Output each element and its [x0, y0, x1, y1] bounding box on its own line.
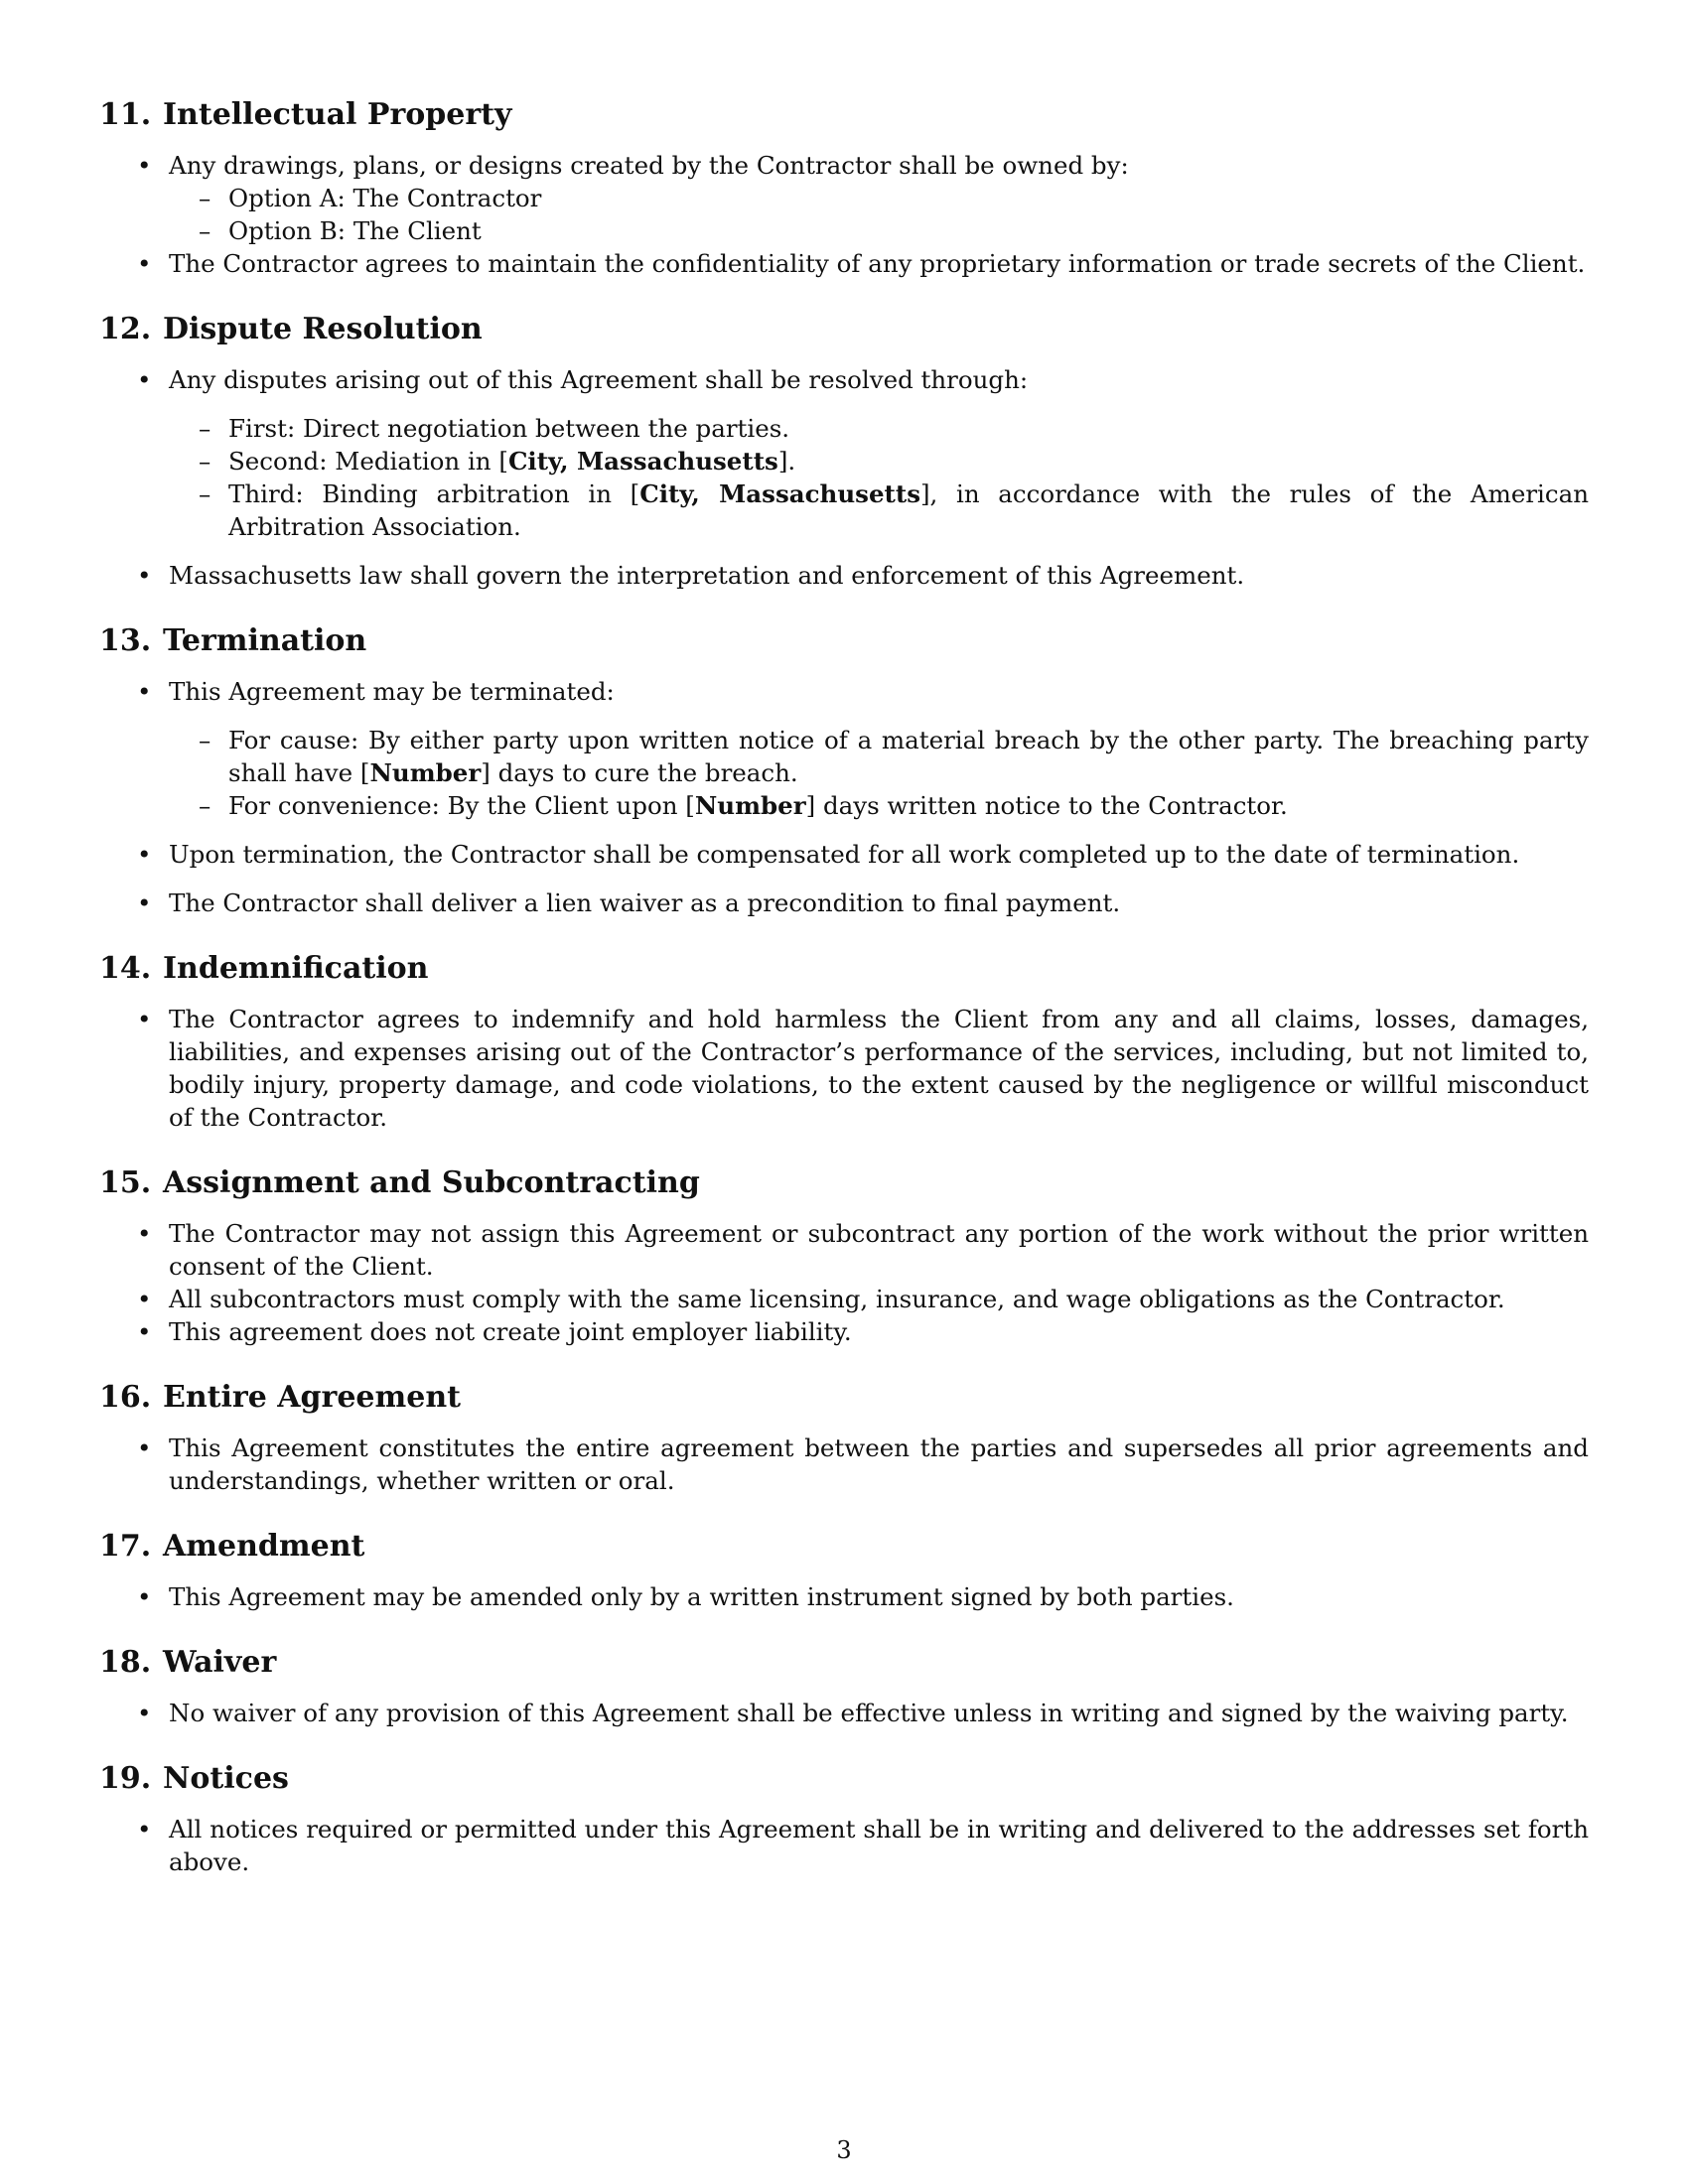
- list-item: • This Agreement may be amended only by a written instrument signed by both parties.: [169, 1580, 1589, 1613]
- list-item: [169, 149, 1589, 247]
- section-title: Indemnification: [163, 951, 429, 986]
- sub-list-item: [228, 789, 1589, 822]
- section-dispute-resolution: [99, 312, 1589, 592]
- document-page: [99, 97, 1589, 1910]
- list-item: • This Agreement constitutes the entire agreement between the parties and supersedes all prior agreements and understandings, whether written or oral.: [169, 1432, 1589, 1497]
- bullet-list: [99, 1432, 1589, 1497]
- list-item: [169, 675, 1589, 822]
- list-item: • No waiver of any provision of this Agreement shall be effective unless in writing and signed by the waiving party.: [169, 1697, 1589, 1729]
- list-item: • The Contractor may not assign this Agreement or subcontract any portion of the work without the prior written consent of the Client.: [169, 1217, 1589, 1283]
- text: ] days written notice to the Contractor.: [805, 791, 1288, 820]
- section-number: 18.: [99, 1645, 152, 1680]
- bullet-list: [99, 1813, 1589, 1878]
- sub-list: [169, 412, 1589, 543]
- section-termination: [99, 623, 1589, 919]
- list-item: • The Contractor agrees to indemnify and hold harmless the Client from any and all claims, losses, damages, liabilities, and expenses arising out of the Contractor’s performance of the services, including, but not limited to, bodily injury, property damage, and code violations, to the extent caused by the negligence or willful misconduct of the Contractor.: [169, 1003, 1589, 1134]
- placeholder-city: City, Massachusetts: [507, 447, 778, 476]
- text: Second: Mediation in [: [228, 447, 508, 476]
- section-heading: [99, 312, 1589, 347]
- page-number: 3: [836, 2136, 852, 2164]
- list-item: • All subcontractors must comply with the same licensing, insurance, and wage obligations as the Contractor.: [169, 1283, 1589, 1315]
- section-waiver: [99, 1645, 1589, 1729]
- list-item: • Upon termination, the Contractor shall be compensated for all work completed up to the date of termination.: [169, 838, 1589, 871]
- placeholder-city: City, Massachusetts: [639, 479, 920, 508]
- section-title: Amendment: [163, 1529, 365, 1564]
- placeholder-number: Number: [369, 758, 482, 787]
- section-title: Termination: [163, 623, 367, 658]
- sub-list-item: – Option A: The Contractor: [228, 182, 1589, 214]
- section-number: 17.: [99, 1529, 152, 1564]
- text: Third: Binding arbitration in [: [228, 479, 640, 508]
- section-title: Intellectual Property: [163, 97, 512, 132]
- sub-list: [169, 724, 1589, 822]
- section-heading: [99, 951, 1589, 987]
- text: ].: [777, 447, 796, 476]
- section-number: 15.: [99, 1165, 152, 1200]
- bullet-list: [99, 675, 1589, 919]
- sub-list-item: [228, 445, 1589, 478]
- section-number: 19.: [99, 1761, 152, 1796]
- section-heading: [99, 1380, 1589, 1416]
- section-heading: [99, 1645, 1589, 1681]
- section-title: Waiver: [163, 1645, 277, 1680]
- section-title: Notices: [163, 1761, 289, 1796]
- section-intellectual-property: [99, 97, 1589, 280]
- section-title: Assignment and Subcontracting: [163, 1165, 700, 1200]
- section-entire-agreement: [99, 1380, 1589, 1497]
- list-item: • All notices required or permitted under this Agreement shall be in writing and delivered to the addresses set forth above.: [169, 1813, 1589, 1878]
- text: ] days to cure the breach.: [481, 758, 798, 787]
- sub-list-item: [228, 724, 1589, 789]
- list-item: [169, 363, 1589, 543]
- sub-list-item: – Option B: The Client: [228, 214, 1589, 247]
- section-heading: [99, 1529, 1589, 1565]
- placeholder-number: Number: [694, 791, 806, 820]
- bullet-list: [99, 1003, 1589, 1134]
- text: ], in accordance with the rules of the American Arbitration Association.: [228, 479, 1589, 541]
- sub-list-item: [228, 478, 1589, 543]
- text: For convenience: By the Client upon [: [228, 791, 695, 820]
- section-number: 16.: [99, 1380, 152, 1415]
- section-number: 12.: [99, 312, 152, 346]
- list-item: • The Contractor agrees to maintain the confidentiality of any proprietary information or trade secrets of the Client.: [169, 247, 1589, 280]
- list-item-text: Any drawings, plans, or designs created by the Contractor shall be owned by:: [169, 151, 1129, 180]
- section-number: 13.: [99, 623, 152, 658]
- list-item-text: Any disputes arising out of this Agreement shall be resolved through:: [169, 365, 1029, 394]
- bullet-list: [99, 1580, 1589, 1613]
- section-title: Entire Agreement: [163, 1380, 461, 1415]
- section-amendment: [99, 1529, 1589, 1613]
- section-indemnification: [99, 951, 1589, 1134]
- bullet-list: [99, 363, 1589, 592]
- bullet-list: [99, 1217, 1589, 1348]
- list-item-text: This Agreement may be terminated:: [169, 677, 615, 706]
- section-heading: [99, 1165, 1589, 1201]
- section-heading: [99, 623, 1589, 659]
- section-heading: [99, 97, 1589, 133]
- section-notices: [99, 1761, 1589, 1878]
- section-number: 14.: [99, 951, 152, 986]
- section-assignment: [99, 1165, 1589, 1348]
- section-number: 11.: [99, 97, 152, 132]
- sub-list-item: – First: Direct negotiation between the parties.: [228, 412, 1589, 445]
- list-item: • This agreement does not create joint employer liability.: [169, 1315, 1589, 1348]
- section-title: Dispute Resolution: [163, 312, 483, 346]
- text: For cause: By either party upon written notice of a material breach by the other party. The breaching party shall have [: [228, 726, 1589, 787]
- bullet-list: [99, 1697, 1589, 1729]
- section-heading: [99, 1761, 1589, 1797]
- sub-list: [169, 182, 1589, 247]
- bullet-list: [99, 149, 1589, 280]
- list-item: • The Contractor shall deliver a lien waiver as a precondition to final payment.: [169, 887, 1589, 919]
- list-item: • Massachusetts law shall govern the interpretation and enforcement of this Agreement.: [169, 559, 1589, 592]
